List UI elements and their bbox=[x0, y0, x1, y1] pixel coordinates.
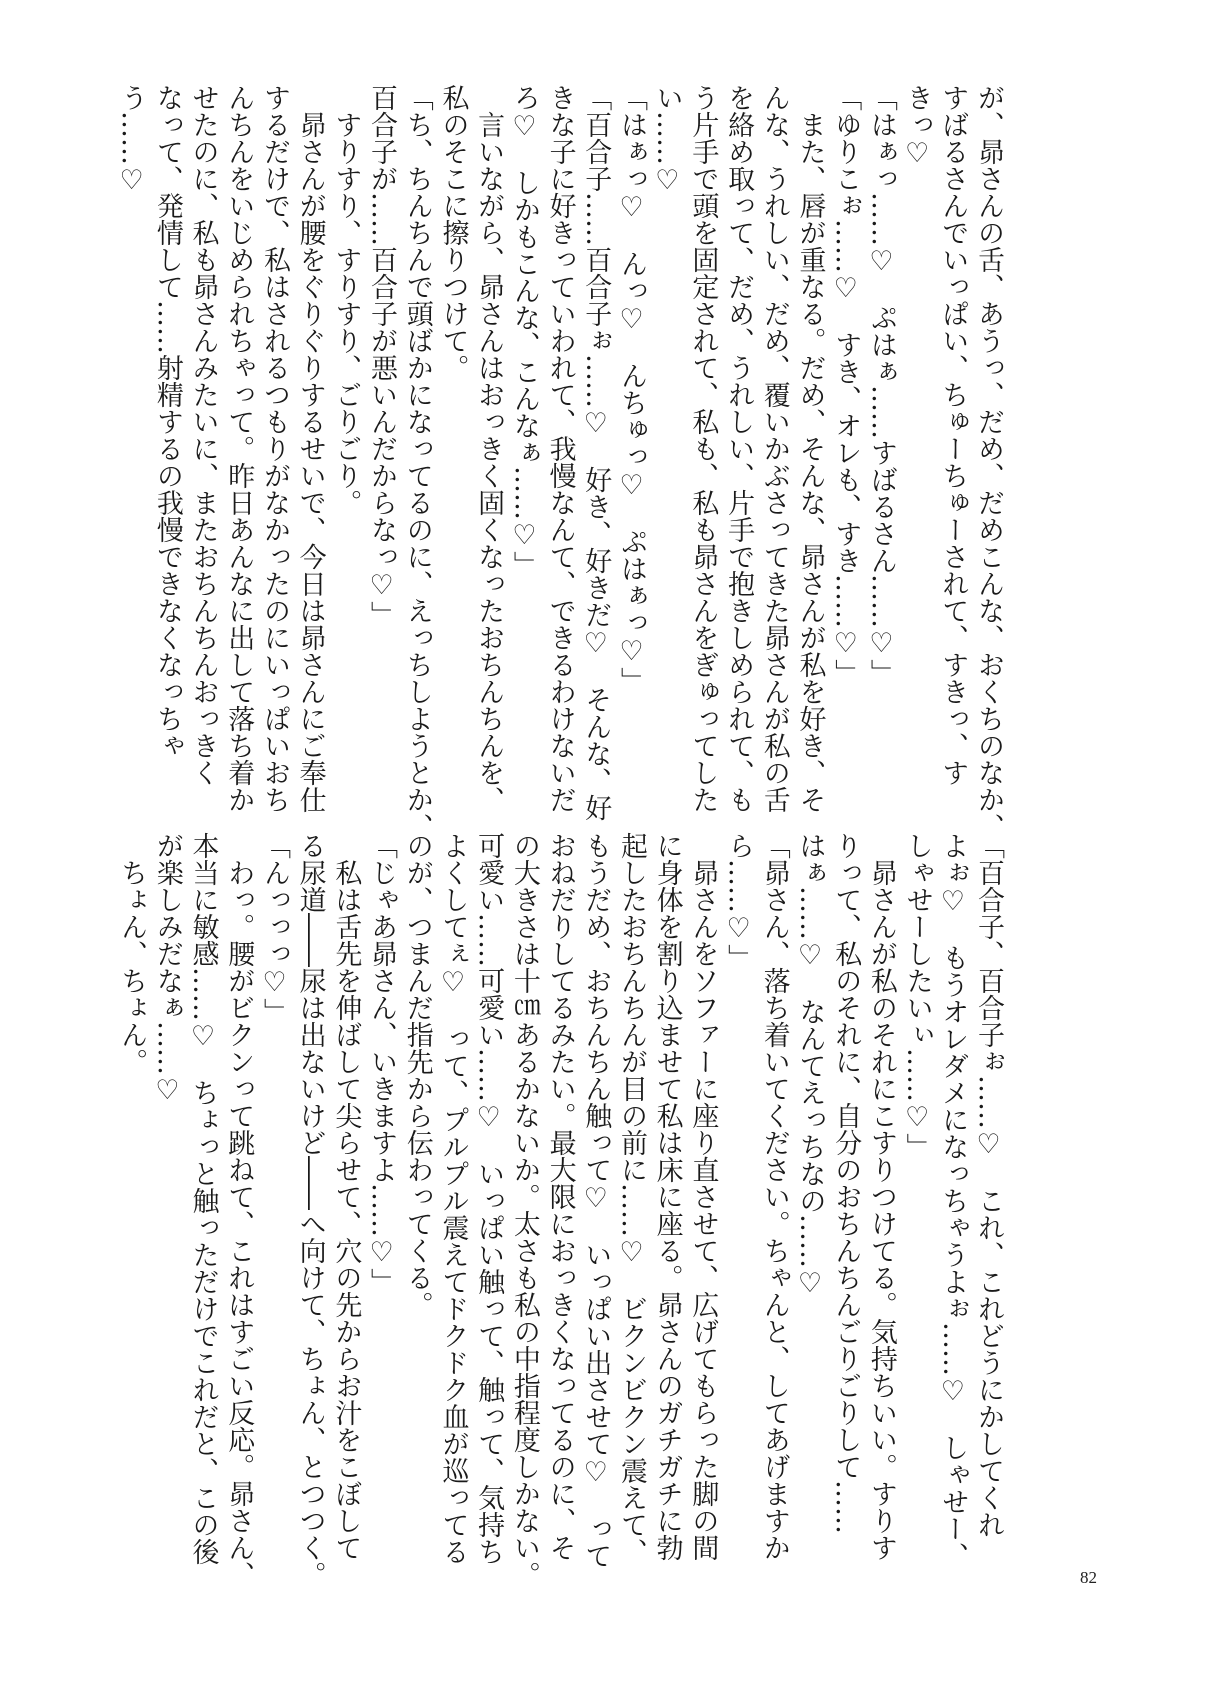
text-line: 「ち、ちんちんで頭ばかになってるのに、えっちしようとか、 bbox=[401, 84, 433, 840]
text-line: きっ♡ bbox=[901, 84, 933, 169]
text-line: すりすり、すりすり、ごりごり。 bbox=[330, 84, 362, 516]
text-line: 昴さんをソファーに座り直させて、広げてもらった脚の間 bbox=[687, 832, 719, 1561]
text-line: 可愛い……可愛い……♡ いっぱい触って、触って、気持ち bbox=[473, 832, 505, 1565]
text-line: きな子に好きっていわれて、我慢なんて、できるわけないだ bbox=[544, 84, 576, 813]
page-number: 82 bbox=[1080, 1568, 1097, 1587]
text-line: 百合子が……百合子が悪いんだからなっ♡」 bbox=[366, 84, 398, 628]
text-line: 「百合子、百合子ぉ……♡ これ、これどうにかしてくれ bbox=[973, 832, 1004, 1538]
text-line: 「はぁっ……♡ ぷはぁ……すばるさん……♡」 bbox=[865, 84, 897, 686]
text-line: る尿道――尿は出ないけど――へ向けて、ちょん、とつつく。 bbox=[294, 832, 326, 1588]
text-line: よぉ♡ もうオレダメになっちゃうよぉ……♡ しゃせー、 bbox=[937, 832, 969, 1569]
text-line: 「百合子……百合子ぉ……♡ 好き、好きだ♡ そんな、好 bbox=[580, 84, 612, 821]
text-line: なって、発情して……射精するの我慢できなくなっちゃ bbox=[151, 84, 183, 759]
text-line: んちんをいじめられちゃって。昨日あんなに出して落ち着か bbox=[223, 84, 255, 813]
text-line: もうだめ、おちんちん触って♡ いっぱい出させて♡ って bbox=[580, 832, 612, 1569]
text-line: が楽しみだなぁ……♡ bbox=[151, 832, 183, 1106]
text-line: りって、私のそれに、自分のおちんちんごりごりして…… bbox=[830, 832, 862, 1534]
text-line: 本当に敏感……♡ ちょっと触っただけでこれだと、この後 bbox=[187, 832, 219, 1565]
text-line: に身体を割り込ませて私は床に座る。昴さんのガチガチに勃 bbox=[651, 832, 683, 1561]
text-line: ら……♡」 bbox=[723, 832, 755, 971]
text-line: 私は舌先を伸ばして尖らせて、穴の先からお汁をこぼして bbox=[330, 832, 362, 1561]
text-line: 「はぁっ♡ んっ♡ んちゅっ♡ ぷはぁっ♡」 bbox=[615, 84, 647, 694]
text-line: するだけで、私はされるつもりがなかったのにいっぱいおち bbox=[258, 84, 290, 813]
text-line: い……♡ bbox=[651, 84, 683, 196]
text-line: のが、つまんだ指先から伝わってくる。 bbox=[401, 832, 433, 1318]
text-line: 「昴さん、落ち着いてください。ちゃんと、してあげますか bbox=[758, 832, 790, 1561]
text-line: 私のそこに擦りつけて。 bbox=[437, 84, 469, 381]
text-line: 「じゃあ昴さん、いきますよ……♡」 bbox=[366, 832, 398, 1295]
text-line: せたのに、私も昴さんみたいに、またおちんちんおっきく bbox=[187, 84, 219, 786]
text-line: また、唇が重なる。だめ、そんな、昴さんが私を好き、そ bbox=[794, 84, 826, 813]
text-line: の大きさは十㎝あるかないか。太さも私の中指程度しかない。 bbox=[508, 832, 540, 1588]
text-block-top bbox=[113, 84, 1006, 840]
text-block-bottom bbox=[113, 832, 1006, 1588]
text-line: 「んっっっ♡」 bbox=[258, 832, 290, 1025]
text-line: しゃせーしたいぃ……♡」 bbox=[901, 832, 933, 1160]
text-line: んな、うれしい、だめ、覆いかぶさってきた昴さんが私の舌 bbox=[758, 84, 790, 813]
text-line: 起したおちんちんが目の前に……♡ ビクンビクン震えて、 bbox=[615, 832, 647, 1565]
text-line: おねだりしてるみたい。最大限におっきくなってるのに、そ bbox=[544, 832, 576, 1561]
text-line: はぁ……♡ なんてえっちなの……♡ bbox=[794, 832, 826, 1299]
text-line: 「ゆりこぉ……♡ すき、オレも、すき……♡」 bbox=[830, 84, 862, 686]
text-line: う片手で頭を固定されて、私も、私も昴さんをぎゅってした bbox=[687, 84, 719, 813]
text-line: すばるさんでいっぱい、ちゅーちゅーされて、すきっ、す bbox=[937, 84, 969, 786]
text-line: う……♡ bbox=[116, 84, 148, 196]
text-line: 昴さんが腰をぐりぐりするせいで、今日は昴さんにご奉仕 bbox=[294, 84, 326, 813]
text-line: わっ。腰がビクンって跳ねて、これはすごい反応。昴さん、 bbox=[223, 832, 255, 1588]
text-line: よくしてぇ♡ って、プルプル震えてドクドク血が巡ってる bbox=[437, 832, 469, 1565]
text-line: を絡め取って、だめ、うれしい、片手で抱きしめられて、も bbox=[723, 84, 755, 813]
text-line: 昴さんが私のそれにこすりつけてる。気持ちいい。すりす bbox=[865, 832, 897, 1561]
text-line: 言いながら、昴さんはおっきく固くなったおちんちんを、 bbox=[473, 84, 505, 813]
text-line: が、昴さんの舌、あうっ、だめ、だめこんな、おくちのなか、 bbox=[973, 84, 1004, 840]
text-line: ろ♡ しかもこんな、こんなぁ……♡」 bbox=[508, 84, 540, 578]
text-line: ちょん、ちょん。 bbox=[116, 832, 148, 1075]
